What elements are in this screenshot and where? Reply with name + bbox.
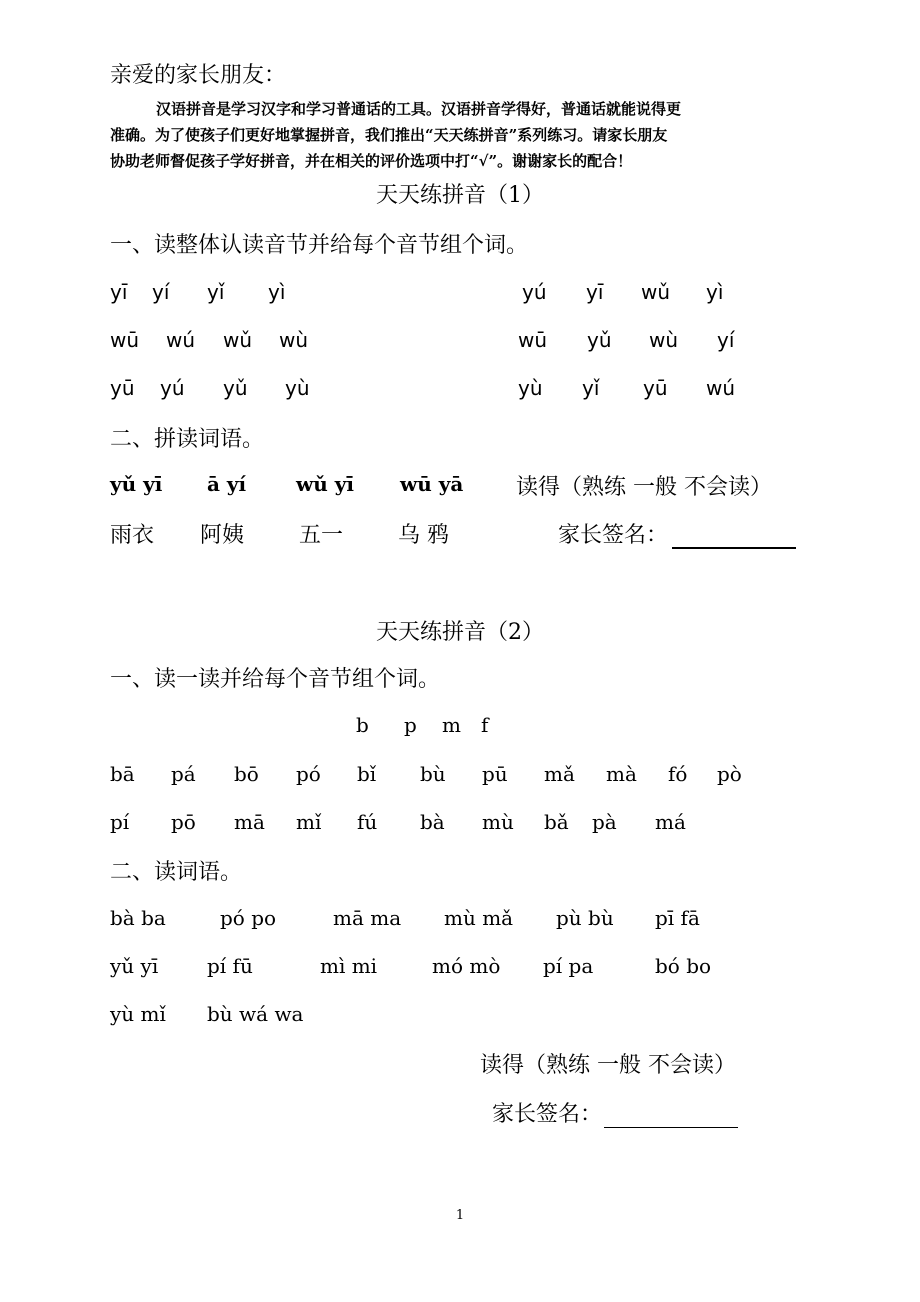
signature-line[interactable] — [604, 1103, 738, 1128]
intro-line-3: 协助老师督促孩子学好拼音，并在相关的评价选项中打“√”。谢谢家长的配合！ — [110, 152, 633, 170]
signature-label: 家长签名： — [492, 1102, 603, 1127]
hanzi-word: 乌 鸦 — [398, 523, 449, 548]
syllable: yì — [706, 280, 724, 304]
initial-letter: p — [404, 713, 417, 737]
intro-line-1: 汉语拼音是学习汉字和学习普通话的工具。汉语拼音学得好，普通话就能说得更 — [156, 100, 682, 118]
pinyin-word: wǔ yī — [296, 472, 354, 496]
signature-label: 家长签名： — [558, 523, 669, 548]
initial-letter: b — [356, 713, 369, 737]
syllable: yū — [643, 376, 668, 400]
syllable: yù — [518, 376, 543, 400]
lesson2-section2-heading: 二、读词语。 — [110, 860, 243, 885]
syllable: yī — [586, 280, 604, 304]
syllable: wū — [110, 328, 140, 352]
word-pinyin: pí fū — [207, 954, 253, 978]
syllable: bǐ — [357, 762, 377, 786]
greeting: 亲爱的家长朋友： — [110, 63, 287, 88]
rating-options: 读得（熟练 一般 不会读） — [516, 475, 772, 500]
initial-letter: f — [481, 713, 489, 737]
syllable: wū — [518, 328, 548, 352]
word-pinyin: pù bù — [556, 906, 614, 930]
hanzi-word: 五一 — [299, 523, 344, 548]
syllable: mà — [606, 762, 637, 786]
syllable: wǔ — [641, 280, 671, 304]
syllable: fú — [357, 810, 378, 834]
page-number: 1 — [455, 1208, 465, 1223]
syllable: bà — [420, 810, 445, 834]
lesson2-title: 天天练拼音（2） — [376, 620, 544, 645]
lesson2-section1-heading: 一、读一读并给每个音节组个词。 — [110, 667, 441, 692]
syllable: pà — [592, 810, 617, 834]
syllable: fó — [668, 762, 688, 786]
syllable: pí — [110, 810, 130, 834]
word-pinyin: mù mǎ — [444, 906, 514, 930]
syllable: yí — [152, 280, 170, 304]
syllable: yì — [268, 280, 286, 304]
lesson1-title: 天天练拼音（1） — [376, 183, 544, 208]
syllable: yǔ — [223, 376, 248, 400]
hanzi-word: 雨衣 — [110, 523, 155, 548]
word-pinyin: mì mi — [320, 954, 378, 978]
word-pinyin: mó mò — [432, 954, 501, 978]
syllable: mā — [234, 810, 265, 834]
intro-paragraph — [110, 96, 830, 174]
rating-options: 读得（熟练 一般 不会读） — [480, 1053, 736, 1078]
word-pinyin: pó po — [220, 906, 277, 930]
syllable: pá — [171, 762, 196, 786]
syllable: yù — [285, 376, 310, 400]
syllable: wǔ — [223, 328, 253, 352]
lesson1-section2-heading: 二、拼读词语。 — [110, 427, 265, 452]
lesson1-section1-heading: 一、读整体认读音节并给每个音节组个词。 — [110, 233, 529, 258]
word-pinyin: pī fā — [655, 906, 700, 930]
parent-signature — [492, 1097, 738, 1128]
syllable: bā — [110, 762, 135, 786]
syllable: yí — [717, 328, 735, 352]
word-pinyin: bà ba — [110, 906, 166, 930]
pinyin-word: wū yā — [400, 472, 464, 496]
syllable: yǐ — [207, 280, 225, 304]
syllable: wù — [649, 328, 679, 352]
syllable: bō — [234, 762, 259, 786]
hanzi-word: 阿姨 — [200, 523, 245, 548]
syllable: yī — [110, 280, 128, 304]
syllable: yǐ — [582, 376, 600, 400]
syllable: mù — [482, 810, 514, 834]
syllable: yú — [160, 376, 185, 400]
word-pinyin: yù mǐ — [110, 1002, 166, 1026]
syllable: wù — [279, 328, 309, 352]
syllable: má — [655, 810, 686, 834]
syllable: mǎ — [544, 762, 575, 786]
syllable: mǐ — [296, 810, 322, 834]
intro-line-2: 准确。为了使孩子们更好地掌握拼音，我们推出“天天练拼音”系列练习。请家长朋友 — [110, 126, 668, 144]
syllable: pō — [171, 810, 196, 834]
initial-letter: m — [442, 713, 461, 737]
syllable: yǔ — [587, 328, 612, 352]
syllable: bǎ — [544, 810, 569, 834]
word-pinyin: yǔ yī — [110, 954, 159, 978]
syllable: pò — [717, 762, 742, 786]
signature-line[interactable] — [672, 525, 796, 549]
pinyin-word: yǔ yī — [110, 472, 163, 496]
syllable: pū — [482, 762, 508, 786]
syllable: wú — [706, 376, 736, 400]
syllable: yú — [522, 280, 547, 304]
word-pinyin: bù wá wa — [207, 1002, 304, 1026]
syllable: yū — [110, 376, 135, 400]
word-pinyin: mā ma — [333, 906, 402, 930]
syllable: wú — [166, 328, 196, 352]
word-pinyin: pí pa — [543, 954, 594, 978]
pinyin-word: ā yí — [207, 472, 247, 496]
syllable: bù — [420, 762, 446, 786]
parent-signature — [558, 518, 796, 549]
syllable: pó — [296, 762, 321, 786]
word-pinyin: bó bo — [655, 954, 712, 978]
